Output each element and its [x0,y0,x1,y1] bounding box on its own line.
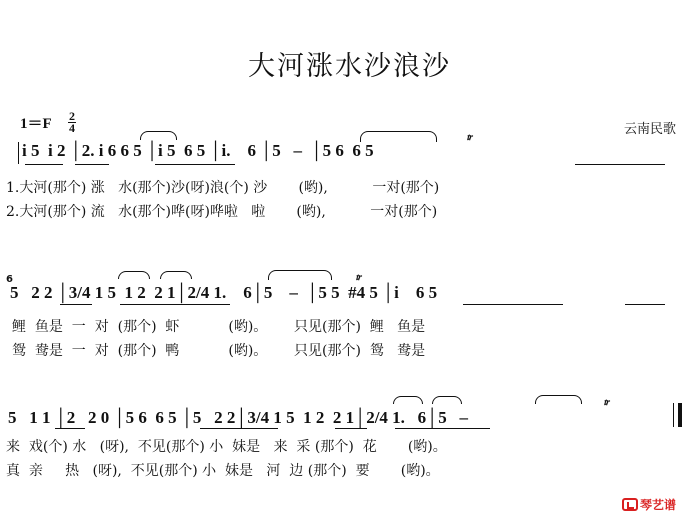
tie-arc [393,396,423,404]
ornament-mark: 𝆖 [467,132,473,143]
notation-row-3: 5 1 1 │2 2 0 │5 6 6 5 │5 2 2│3/4 1 5 1 2 2 1│2/4 1. 6│5 – [8,408,468,427]
grace-note: 6 [6,274,13,285]
tie-arc [160,271,192,279]
time-signature [68,111,76,134]
beam [463,304,563,305]
tie-arc [432,396,462,404]
ornament-mark: 𝆖 [356,272,362,283]
lyric-row-2-verse-1: 鲤 鱼是 一 对 (那个) 虾 (哟)。 只见(那个) 鲤 鱼是 [12,319,426,335]
beam [25,164,63,165]
beam [625,304,665,305]
key-signature: 1＝F [20,116,52,132]
song-title: 大河涨水沙浪沙 [248,51,451,82]
brand-logo [622,496,676,513]
lyric-row-1-verse-1: 1.大河(那个) 涨 水(那个)沙(呀)浪(个) 沙 (哟), 一对(那个) [6,180,440,196]
song-origin: 云南民歌 [624,122,677,137]
beam [75,164,109,165]
beam [155,164,235,165]
beam [395,428,490,429]
lyric-row-2-verse-2: 鸳 鸯是 一 对 (那个) 鸭 (哟)。 只见(那个) 鸳 鸯是 [12,343,426,359]
beam [575,164,665,165]
time-signature-numerator: 2 [69,109,75,123]
tie-arc [140,131,177,140]
final-barline-thin [673,403,674,427]
logo-text: 琴艺谱 [640,498,677,512]
beam [60,304,92,305]
notation-row-2: 5 2 2 │3/4 1 5 1 2 2 1│2/4 1. 6│5 – │5 5 #4 5 │i 6 5 [10,283,438,302]
tie-arc [535,395,582,404]
lyric-row-1-verse-2: 2.大河(那个) 流 水(那个)哗(呀)哗啦 啦 (哟), 一对(那个) [6,204,438,220]
lyric-row-3-verse-2: 真 亲 热 (呀), 不见(那个) 小 妹是 河 边 (那个) 要 (哟)。 [6,463,440,479]
beam [335,428,367,429]
barline [18,142,19,164]
beam [120,304,230,305]
final-barline-thick [678,403,682,427]
time-signature-denominator: 4 [69,121,75,135]
ornament-mark: 𝆖 [604,397,610,408]
beam [200,428,278,429]
lyric-row-3-verse-1: 来 戏(个) 水 (呀), 不见(那个) 小 妹是 来 采 (那个) 花 (哟)。 [6,439,447,455]
logo-icon [622,498,638,511]
tie-arc [118,271,150,279]
tie-arc [268,270,332,280]
beam [55,428,85,429]
notation-row-1: i 5 i 2 │2. i 6 6 5 │i 5 6 5 │i. 6 │5 – │5 6 6 5 [22,141,374,160]
tie-arc [360,131,437,142]
